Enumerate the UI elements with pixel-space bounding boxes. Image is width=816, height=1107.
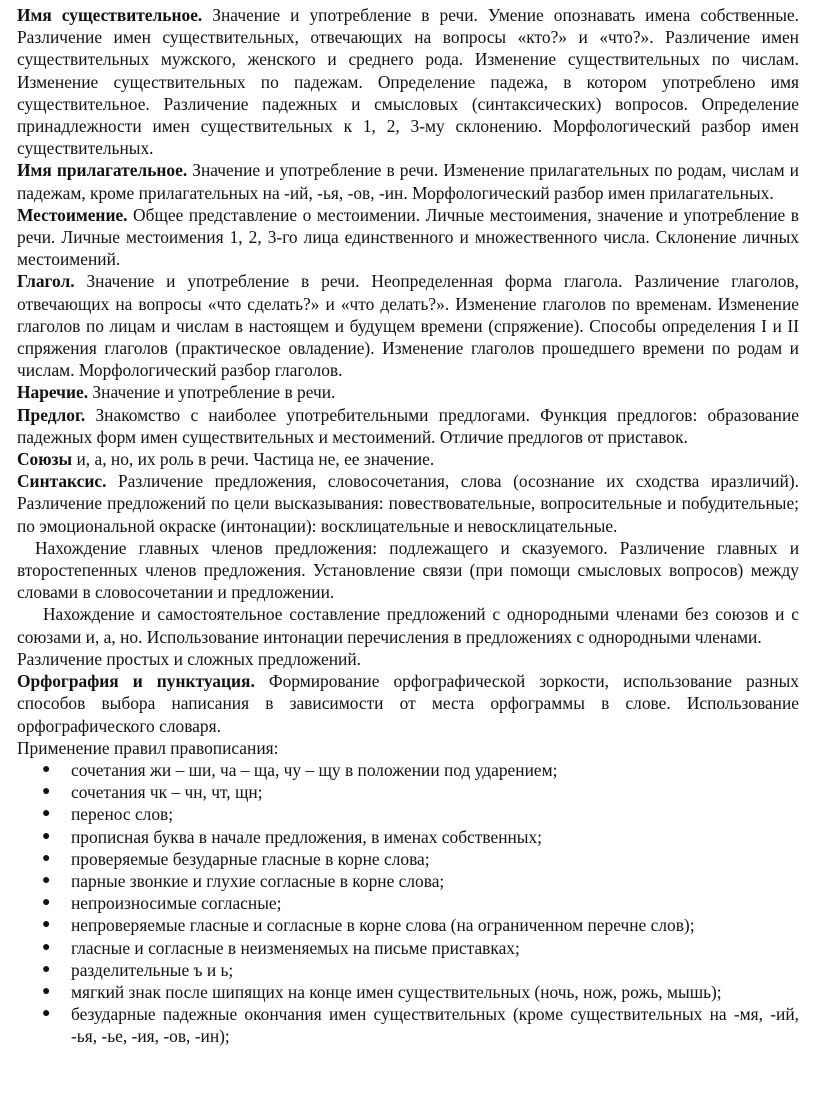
bullet-icon: ● (42, 784, 51, 800)
list-item-text: перенос слов; (71, 804, 174, 825)
paragraph-simple-complex: Различение простых и сложных предложений. (17, 648, 361, 669)
list-item (17, 759, 799, 781)
paragraph-main-members: Нахождение главных членов предложения: подлежащего и сказуемого. Различение главных и второстепенных членов предложения. Установление связи (при помощи смысловых вопросов) между словами в словосочетании и предложении. (17, 537, 799, 603)
section-heading: Имя прилагательное. (17, 160, 188, 181)
rules-intro: Применение правил правописания: (17, 737, 279, 758)
section-syntax (17, 470, 799, 537)
list-item (17, 781, 799, 803)
list-item-text: непроизносимые согласные; (71, 893, 282, 914)
list-item (17, 870, 799, 892)
section-pronoun (17, 204, 799, 271)
section-text: Значение и употребление в речи. Изменение прилагательных по родам, числам и падежам, кроме прилагательных на -ий, -ья, -ов, -ин. Морфологический разбор имен прилагательных. (17, 160, 799, 203)
list-item (17, 826, 799, 848)
section-noun (17, 4, 799, 159)
bullet-icon: ● (42, 872, 51, 888)
list-item-text: гласные и согласные в неизменяемых на письме приставках; (71, 937, 520, 958)
list-item (17, 848, 799, 870)
list-item-text: проверяемые безударные гласные в корне слова; (71, 848, 430, 869)
section-text: Знакомство с наиболее употребительными предлогами. Функция предлогов: образование падежных форм имен существительных и местоимений. Отличие предлогов от приставок. (17, 404, 799, 447)
list-item-text: парные звонкие и глухие согласные в корне слова; (71, 870, 445, 891)
list-item-text: мягкий знак после шипящих на конце имен существительных (ночь, нож, рожь, мышь); (71, 981, 722, 1002)
section-orthography (17, 670, 799, 737)
bullet-icon: ● (42, 850, 51, 866)
bullet-icon: ● (42, 917, 51, 933)
bullet-icon: ● (42, 1006, 51, 1022)
list-item-text: безударные падежные окончания имен существительных (кроме существительных на -мя, -ий, -ья, -ье, -ия, -ов, -ин); (71, 1004, 799, 1047)
section-text: Значение и употребление в речи. Умение опознавать имена собственные. Различение имен существительных, отвечающих на вопросы «кто?» и «что?». Различение имен существительных мужского, женского и среднего рода. Изменение существительных по числам. Изменение существительных по падежам. Определение падежа, в котором употреблено имя существительное. Различение падежных и смысловых (синтаксических) вопросов. Определение принадлежности имен существительных к 1, 2, 3-му склонению. Морфологический разбор имен существительных. (17, 5, 799, 159)
section-preposition (17, 404, 799, 448)
list-item (17, 937, 799, 959)
bullet-icon: ● (42, 939, 51, 955)
section-heading: Орфография и пунктуация. (17, 671, 255, 692)
bullet-icon: ● (42, 895, 51, 911)
section-heading: Предлог. (17, 404, 86, 425)
section-text: Различение предложения, словосочетания, слова (осознание их сходства иразличий). Различение предложений по цели высказывания: повествовательные, вопросительные и побудительные; по эмоциональной окраске (интонации): восклицательные и невосклицательные. (17, 471, 799, 536)
section-text: и, а, но, их роль в речи. Частица не, ее значение. (72, 449, 435, 470)
list-item-text: сочетания жи – ши, ча – ща, чу – щу в положении под ударением; (71, 759, 558, 780)
list-item (17, 892, 799, 914)
section-text: Значение и употребление в речи. (88, 382, 336, 403)
section-heading: Местоимение. (17, 204, 128, 225)
list-item (17, 803, 799, 825)
section-text: Общее представление о местоимении. Личные местоимения, значение и употребление в речи. Личные местоимения 1, 2, 3-го лица единственного и множественного числа. Склонение личных местоимений. (17, 204, 799, 270)
list-item-text: сочетания чк – чн, чт, щн; (71, 782, 263, 803)
section-heading: Союзы (17, 449, 73, 470)
section-verb (17, 270, 799, 381)
section-heading: Глагол. (17, 271, 75, 292)
list-item (17, 959, 799, 981)
list-item-text: прописная буква в начале предложения, в именах собственных; (71, 826, 543, 847)
section-text: Значение и употребление в речи. Неопределенная форма глагола. Различение глаголов, отвечающих на вопросы «что сделать?» и «что делать?». Изменение глаголов по временам. Изменение глаголов по лицам и числам в настоящем и будущем времени (спряжение). Способы определения I и II спряжения глаголов (практическое овладение). Изменение глаголов прошедшего времени по родам и числам. Морфологический разбор глаголов. (17, 271, 799, 381)
list-item (17, 981, 799, 1003)
section-conjunctions (17, 448, 799, 470)
bullet-icon: ● (42, 983, 51, 999)
rules-list (17, 759, 799, 1048)
list-item (17, 1003, 799, 1047)
section-heading: Наречие. (17, 382, 89, 403)
list-item-text: непроверяемые гласные и согласные в корне слова (на ограниченном перечне слов); (71, 915, 695, 936)
bullet-icon: ● (42, 961, 51, 977)
section-adverb (17, 381, 799, 403)
bullet-icon: ● (42, 761, 51, 777)
section-heading: Синтаксис. (17, 471, 107, 492)
section-text: Формирование орфографической зоркости, использование разных способов выбора написания в зависимости от места орфограммы в слове. Использование орфографического словаря. (17, 671, 799, 736)
section-heading: Имя существительное. (17, 5, 203, 25)
list-item (17, 914, 799, 936)
list-item-text: разделительные ъ и ь; (71, 959, 234, 980)
section-adjective (17, 159, 799, 203)
bullet-icon: ● (42, 806, 51, 822)
paragraph-homogeneous: Нахождение и самостоятельное составление предложений с однородными членами без союзов и с союзами и, а, но. Использование интонации перечисления в предложениях с однородными членами. (17, 604, 799, 647)
bullet-icon: ● (42, 828, 51, 844)
